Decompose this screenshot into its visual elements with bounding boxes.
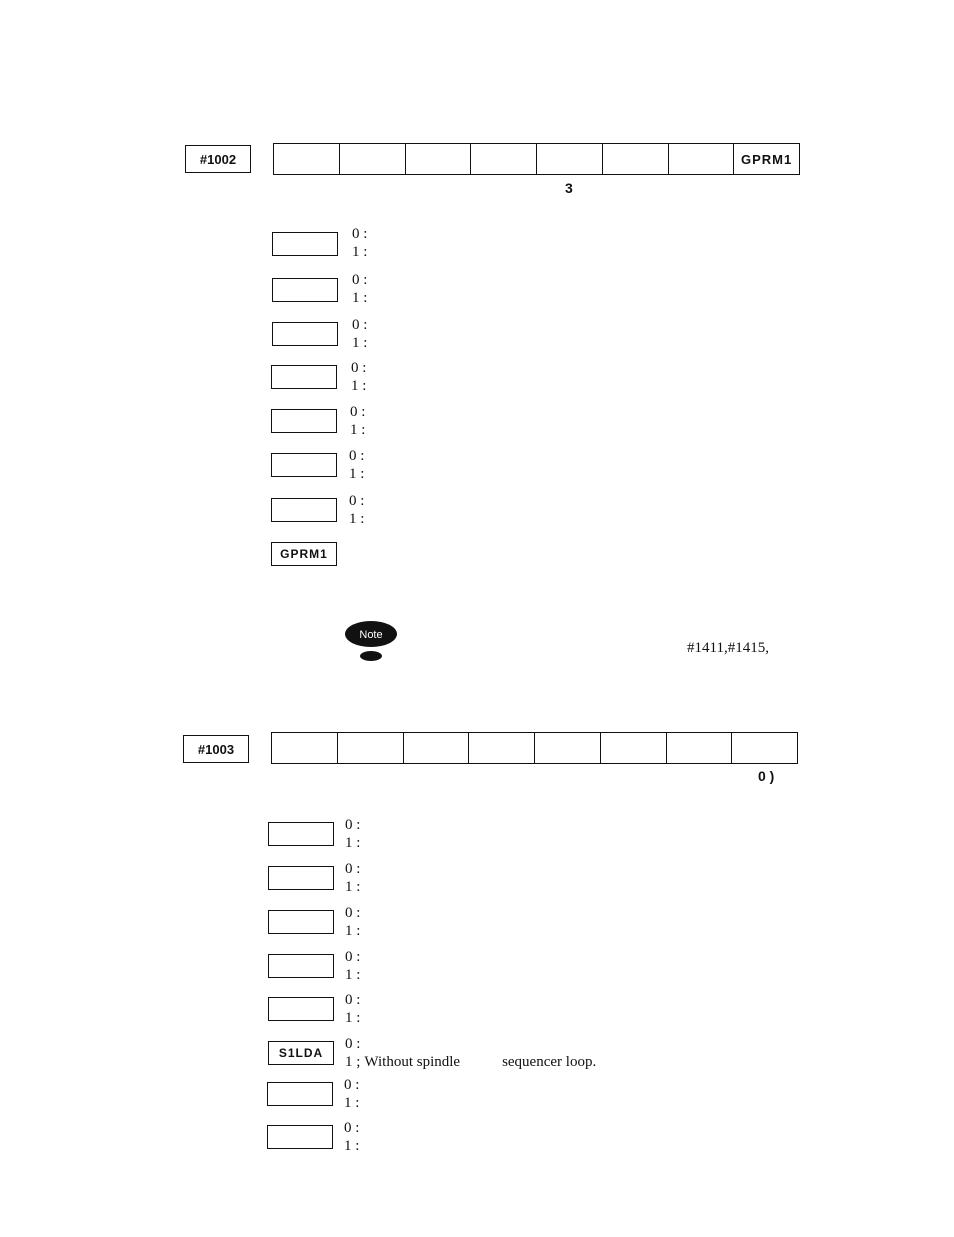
bit-cell bbox=[470, 144, 536, 174]
option-text: 0 : 1 : bbox=[344, 1120, 360, 1154]
bit-cell bbox=[602, 144, 668, 174]
option-text: 0 : 1 : bbox=[345, 817, 361, 851]
bit-box bbox=[271, 409, 337, 433]
option-text: 0 : 1 : bbox=[345, 861, 361, 895]
bit-box-gprm1: GPRM1 bbox=[271, 542, 337, 566]
bit-box bbox=[272, 232, 338, 256]
bit-cell bbox=[337, 733, 403, 763]
option-text: 0 : 1 : bbox=[352, 317, 368, 351]
bit-cell bbox=[536, 144, 602, 174]
param-tag-1003: #1003 bbox=[183, 735, 249, 763]
bit-row-1002 bbox=[273, 143, 800, 175]
option-text: 0 : 1 : bbox=[352, 226, 368, 260]
bit-cell bbox=[272, 733, 337, 763]
option-description: Without spindle bbox=[364, 1054, 461, 1070]
option-text: 0 : 1 : bbox=[345, 992, 361, 1026]
bit-box-s1lda: S1LDA bbox=[268, 1041, 334, 1065]
option-text: 0 : 1 : bbox=[344, 1077, 360, 1111]
bit-box bbox=[268, 997, 334, 1021]
bit-box bbox=[271, 365, 337, 389]
bit-cell bbox=[668, 144, 734, 174]
bit-row-note-1003: 0 ) bbox=[758, 768, 775, 784]
option-text: 0 : 1 ; Without spindle sequencer loop. bbox=[345, 1036, 597, 1070]
bit-box bbox=[268, 866, 334, 890]
bit-cell bbox=[468, 733, 534, 763]
bit-cell bbox=[534, 733, 600, 763]
bit-cell bbox=[731, 733, 797, 763]
note-icon bbox=[344, 620, 400, 664]
bit-cell bbox=[274, 144, 339, 174]
bit-cell bbox=[405, 144, 471, 174]
bit-box bbox=[272, 322, 338, 346]
param-tag-1002: #1002 bbox=[185, 145, 251, 173]
note-reference: #1411,#1415, bbox=[687, 640, 769, 656]
option-text: 0 : 1 : bbox=[349, 448, 365, 482]
bit-cell-gprm1: GPRM1 bbox=[733, 144, 799, 174]
bit-box bbox=[271, 498, 337, 522]
option-text: 0 : 1 : bbox=[351, 360, 367, 394]
option-text: 0 : 1 : bbox=[350, 404, 366, 438]
bit-box bbox=[267, 1125, 333, 1149]
option-description: sequencer loop. bbox=[502, 1054, 597, 1070]
option-text: 0 : 1 : bbox=[345, 905, 361, 939]
option-text: 0 : 1 : bbox=[345, 949, 361, 983]
option-text: 0 : 1 : bbox=[352, 272, 368, 306]
option-text: 0 : 1 : bbox=[349, 493, 365, 527]
bit-row-note-1002: 3 bbox=[565, 180, 573, 196]
bit-box bbox=[268, 910, 334, 934]
bit-row-1003 bbox=[271, 732, 798, 764]
bit-cell bbox=[666, 733, 732, 763]
bit-cell bbox=[403, 733, 469, 763]
note-icon-label: Note bbox=[359, 629, 383, 641]
bit-box bbox=[271, 453, 337, 477]
bit-box bbox=[268, 954, 334, 978]
bit-box bbox=[272, 278, 338, 302]
bit-box bbox=[267, 1082, 333, 1106]
bit-cell bbox=[339, 144, 405, 174]
bit-cell bbox=[600, 733, 666, 763]
bit-box bbox=[268, 822, 334, 846]
